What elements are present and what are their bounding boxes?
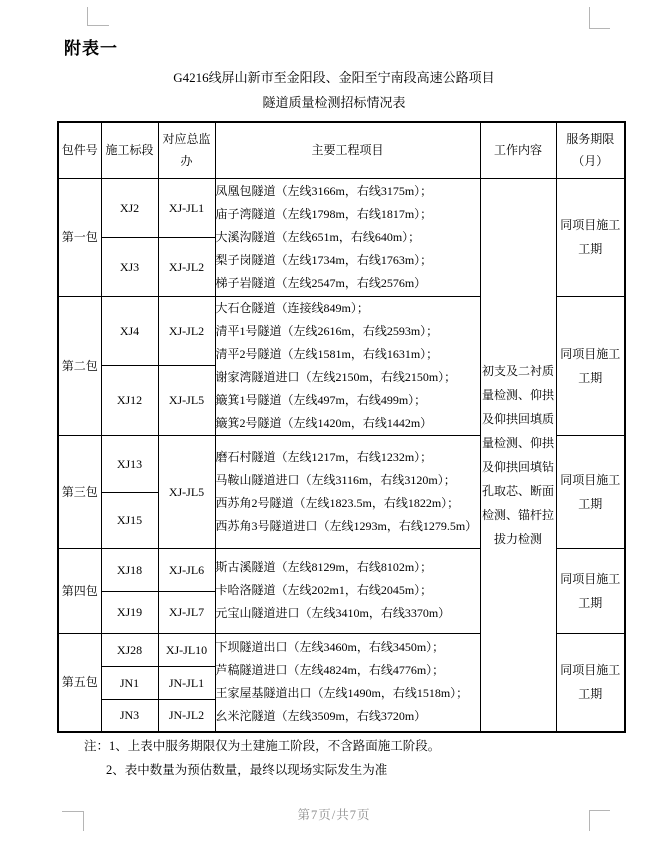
service-period-cell: 同项目施工工期 <box>556 296 625 435</box>
document-title-line1: G4216线屏山新市至金阳段、金阳至宁南段高速公路项目 <box>173 70 495 85</box>
appendix-heading: 附表一 <box>64 39 118 58</box>
project-line: 王家屋基隧道出口（左线1490m，右线1518m）； <box>215 686 469 701</box>
construction-section-cell: XJ12 <box>101 366 158 436</box>
service-period-cell: 同项目施工工期 <box>556 178 625 296</box>
supervisor-office-cell: XJ-JL2 <box>158 237 215 296</box>
package-name-cell: 第四包 <box>58 548 101 633</box>
page-number-indicator: 第7页/共7页 <box>297 808 371 822</box>
project-line: 庙子湾隧道（左线1798m，右线1817m）； <box>215 206 433 221</box>
supervisor-office-cell: XJ-JL10 <box>158 633 215 666</box>
table-note-1: 注：1、上表中服务期限仅为土建施工阶段，不含路面施工阶段。 <box>84 739 441 753</box>
table-note-2: 2、表中数量为预估数量，最终以现场实际发生为准 <box>106 763 388 777</box>
service-period-cell: 同项目施工工期 <box>556 435 625 548</box>
projects-cell <box>215 178 480 296</box>
table-head <box>58 122 625 178</box>
project-line: 大石仓隧道（连接线849m）； <box>215 300 369 315</box>
project-line: 梨子岗隧道（左线1734m，右线1763m）； <box>215 252 433 267</box>
table-body <box>58 178 625 732</box>
project-line: 西苏角3号隧道进口（左线1293m，右线1279.5m） <box>215 518 478 533</box>
text-boundary-mark-top-right <box>589 7 610 29</box>
package-name-cell: 第三包 <box>58 435 101 548</box>
supervisor-office-cell: JN-JL2 <box>158 699 215 732</box>
project-line: 元宝山隧道进口（左线3410m，右线3370m） <box>215 606 451 620</box>
package-name-cell: 第二包 <box>58 296 101 435</box>
project-line: 西苏角2号隧道（左线1823.5m，右线1822m）； <box>215 495 460 510</box>
projects-cell <box>215 548 480 633</box>
column-header: 施工标段 <box>101 122 158 178</box>
project-line: 清平1号隧道（左线2616m，右线2593m）； <box>215 323 439 338</box>
construction-section-cell: XJ28 <box>101 633 158 666</box>
project-line: 簸箕2号隧道（左线1420m，右线1442m） <box>215 415 433 430</box>
construction-section-cell: XJ19 <box>101 591 158 633</box>
construction-section-cell: XJ2 <box>101 178 158 237</box>
construction-section-cell: XJ3 <box>101 237 158 296</box>
supervisor-office-cell: XJ-JL2 <box>158 296 215 366</box>
column-header: 包件号 <box>58 122 101 178</box>
project-line: 簸箕1号隧道（左线497m，右线499m）； <box>215 392 427 407</box>
projects-cell <box>215 633 480 732</box>
package-name-cell: 第五包 <box>58 633 101 732</box>
supervisor-office-cell: XJ-JL6 <box>158 548 215 591</box>
construction-section-cell: XJ18 <box>101 548 158 591</box>
project-line: 下坝隧道出口（左线3460m，右线3450m）； <box>215 640 445 655</box>
projects-cell <box>215 435 480 548</box>
construction-section-cell: JN3 <box>101 699 158 732</box>
supervisor-office-cell: JN-JL1 <box>158 666 215 699</box>
column-header: 对应总监办 <box>158 122 215 178</box>
project-line: 大溪沟隧道（左线651m，右线640m）； <box>215 229 421 244</box>
column-header: 工作内容 <box>480 122 556 178</box>
project-line: 凤凰包隧道（左线3166m，右线3175m）； <box>215 183 433 198</box>
project-line: 幺米沱隧道（左线3509m，右线3720m） <box>215 709 427 724</box>
supervisor-office-cell: XJ-JL5 <box>158 366 215 436</box>
document-title-line2: 隧道质量检测招标情况表 <box>262 95 406 110</box>
project-line: 卡哈洛隧道（左线202m1，右线2045m）； <box>215 583 433 597</box>
text-boundary-mark-top-left <box>87 7 109 26</box>
supervisor-office-cell: XJ-JL5 <box>158 435 215 548</box>
project-line: 梯子岩隧道（左线2547m，右线2576m） <box>215 275 427 290</box>
project-line: 清平2号隧道（左线1581m，右线1631m）； <box>215 346 439 361</box>
construction-section-cell: JN1 <box>101 666 158 699</box>
service-period-cell: 同项目施工工期 <box>556 633 625 732</box>
column-header: 主要工程项目 <box>215 122 480 178</box>
project-line: 马鞍山隧道进口（左线3116m，右线3120m）； <box>215 472 456 487</box>
service-period-cell: 同项目施工工期 <box>556 548 625 633</box>
construction-section-cell: XJ15 <box>101 492 158 548</box>
project-line: 斯古溪隧道（左线8129m，右线8102m）； <box>215 560 433 574</box>
supervisor-office-cell: XJ-JL1 <box>158 178 215 237</box>
projects-cell <box>215 296 480 435</box>
project-line: 谢家湾隧道进口（左线2150m，右线2150m）； <box>215 369 457 384</box>
table-row <box>58 178 625 237</box>
supervisor-office-cell: XJ-JL7 <box>158 591 215 633</box>
project-line: 磨石村隧道（左线1217m，右线1232m）； <box>215 449 433 464</box>
work-content-cell: 初支及二衬质量检测、仰拱及仰拱回填质量检测、仰拱及仰拱回填钻孔取芯、断面检测、锚杆拉拔力检测 <box>480 178 556 732</box>
column-header: 服务期限（月） <box>556 122 625 178</box>
construction-section-cell: XJ13 <box>101 435 158 492</box>
construction-section-cell: XJ4 <box>101 296 158 366</box>
package-name-cell: 第一包 <box>58 178 101 296</box>
bid-table <box>57 121 626 733</box>
project-line: 芦稿隧道进口（左线4824m，右线4776m）； <box>215 663 445 678</box>
